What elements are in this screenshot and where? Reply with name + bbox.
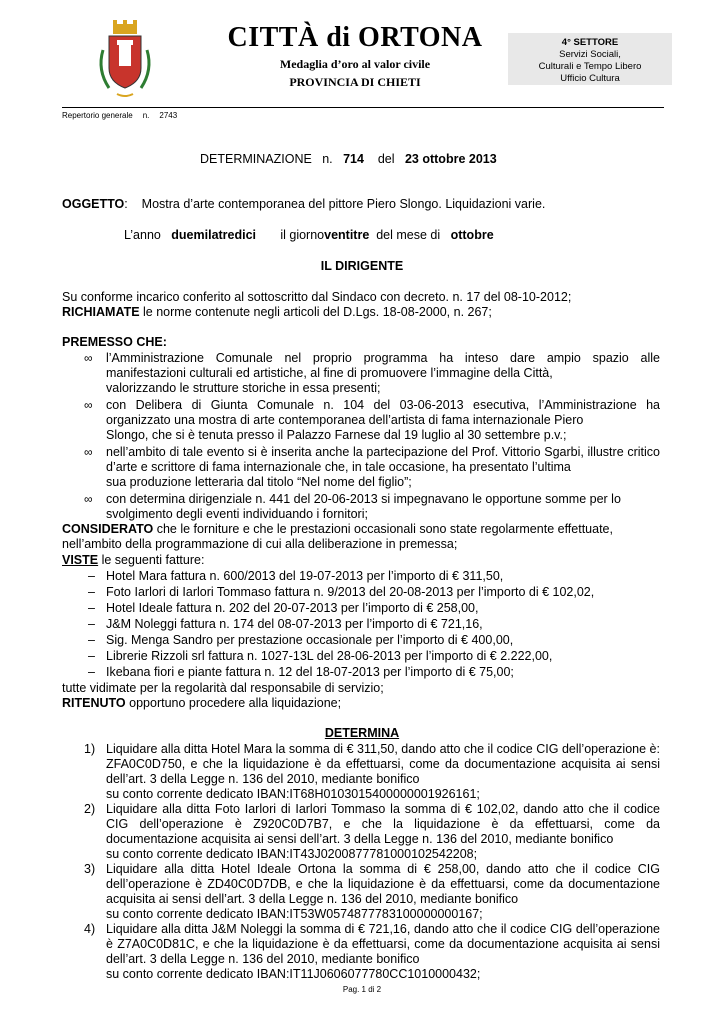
determinazione-label: DETERMINAZIONE <box>200 152 312 166</box>
dash-bullet: – <box>88 601 95 615</box>
sector-line: Servizi Sociali, <box>559 49 621 60</box>
fattura-item: Librerie Rizzoli srl fattura n. 1027-13L del 28-06-2013 per l’importo di € 2.222,00, <box>106 649 553 663</box>
determina-item: Liquidare alla ditta Hotel Ideale Ortona la somma di € 258,00, dando atto che il codice CIG dell’operazione è ZD40C0D7DB, e che la liquidazione è da effettuarsi, come da documentazione acquisita ai sensi dell’art. 3 della Legge n. 136 del 2010, mediante bonifico <box>106 862 660 906</box>
city-title: CITTÀ di ORTONA <box>227 22 483 53</box>
viste-line <box>62 553 204 568</box>
fattura-item: Ikebana fiori e piante fattura n. 12 del 18-07-2013 per l’importo di € 75,00; <box>106 665 514 679</box>
determina-number: 1) <box>84 742 96 756</box>
determina-item-end: su conto corrente dedicato IBAN:IT43J0200877781000102542208; <box>106 847 478 861</box>
ritenuto-label: RITENUTO <box>62 696 126 710</box>
richiamate-label: RICHIAMATE <box>62 305 140 319</box>
premesso-item: con Delibera di Giunta Comunale n. 104 del 03-06-2013 esecutiva, l’Amministrazione ha organizzato una mostra di arte contemporanea dell’artista di fama internazionale Piero <box>106 398 660 427</box>
repertorio-number: 2743 <box>159 111 178 120</box>
anno-year: duemilatredici <box>171 228 257 242</box>
conforme-text: Su conforme incarico conferito al sottoscritto dal Sindaco con decreto. n. 17 del 08-10-2012; <box>62 290 572 304</box>
sector-line: Ufficio Cultura <box>560 73 620 84</box>
determina-number: 3) <box>84 862 96 876</box>
premesso-item-end: valorizzando le strutture storiche in essa presenti; <box>106 381 381 395</box>
considerato-line2: nell’ambito della programmazione di cui alla deliberazione in premessa; <box>62 537 458 551</box>
premesso-item: l’Amministrazione Comunale nel proprio programma ha inteso dare ampio spazio alle manifestazioni culturali ed artistiche, al fine di promuovere l’immagine della Città, <box>106 351 660 380</box>
considerato-line <box>62 522 613 537</box>
oggetto-text: Mostra d’arte contemporanea del pittore Piero Slongo. Liquidazioni varie. <box>141 197 546 211</box>
anno-p2: il giorno <box>280 228 325 242</box>
city-crest-icon <box>95 20 155 100</box>
determinazione-date: 23 ottobre 2013 <box>404 152 497 166</box>
premesso-item-end: sua produzione letteraria dal titolo “Nel nome del figlio”; <box>106 475 412 489</box>
header-divider <box>62 107 664 108</box>
determina-number: 4) <box>84 922 96 936</box>
anno-p1: L’anno <box>124 228 161 242</box>
bullet-icon: ∞ <box>84 492 93 506</box>
fattura-item: Sig. Menga Sandro per prestazione occasionale per l’importo di € 400,00, <box>106 633 514 647</box>
determina-item: Liquidare alla ditta Foto Iarlori di Iarlori Tommaso la somma di € 102,02, dando atto che il codice CIG dell’operazione è Z920C0D7B7, e che la liquidazione è da effettuarsi, come da documentazione acquisita ai sensi dell’art. 3 della Legge n. 136 del 2010, mediante bonifico <box>106 802 660 846</box>
dash-bullet: – <box>88 617 95 631</box>
considerato-label: CONSIDERATO <box>62 522 154 536</box>
fattura-item: Foto Iarlori di Iarlori Tommaso fattura n. 9/2013 del 20-08-2013 per l’importo di € 102,02, <box>106 585 595 599</box>
fattura-item: Hotel Ideale fattura n. 202 del 20-07-2013 per l’importo di € 258,00, <box>106 601 479 615</box>
repertorio <box>62 111 187 121</box>
determina-number: 2) <box>84 802 96 816</box>
anno-day: ventitre <box>324 228 370 242</box>
dash-bullet: – <box>88 649 95 663</box>
determinazione-number: 714 <box>343 152 364 166</box>
page-number: Pag. 1 di 2 <box>342 985 382 994</box>
ritenuto-text: opportuno procedere alla liquidazione; <box>125 696 342 710</box>
oggetto-line <box>62 197 545 212</box>
anno-p3: del mese di <box>376 228 441 242</box>
bullet-icon: ∞ <box>84 398 93 412</box>
premesso-item: nell’ambito di tale evento si è inserita anche la partecipazione del Prof. Vittorio Sgarbi, illustre critico d’arte e scrittore di fama internazionale che, in tale occasione, ha presentato l’ultima <box>106 445 660 474</box>
oggetto-label: OGGETTO <box>62 197 125 211</box>
determinazione-line <box>200 152 497 167</box>
premesso-item-end: Slongo, che si è tenuta presso il Palazzo Farnese dal 19 luglio al 30 settembre p.v.; <box>106 428 567 442</box>
determina-heading: DETERMINA <box>324 726 400 740</box>
repertorio-label: Repertorio generale <box>62 111 133 120</box>
repertorio-n: n. <box>142 111 150 120</box>
il-dirigente-heading: IL DIRIGENTE <box>320 259 404 273</box>
sector-title: 4° SETTORE <box>561 37 619 48</box>
determinazione-n: n. <box>322 152 333 166</box>
oggetto-colon: : <box>124 197 128 211</box>
bullet-icon: ∞ <box>84 351 93 365</box>
viste-text: le seguenti fatture: <box>98 553 205 567</box>
sector-box <box>508 33 672 85</box>
determina-item-end: su conto corrente dedicato IBAN:IT68H0103015400000001926161; <box>106 787 480 801</box>
dash-bullet: – <box>88 665 95 679</box>
bullet-icon: ∞ <box>84 445 93 459</box>
medal-subtitle: Medaglia d’oro al valor civile <box>279 57 431 71</box>
determina-item-end: su conto corrente dedicato IBAN:IT11J0606077780CC1010000432; <box>106 967 481 981</box>
fattura-item: Hotel Mara fattura n. 600/2013 del 19-07-2013 per l’importo di € 311,50, <box>106 569 504 583</box>
anno-month: ottobre <box>450 228 494 242</box>
determina-item: Liquidare alla ditta Hotel Mara la somma di € 311,50, dando atto che il codice CIG dell’operazione è: ZFA0C0D750, e che la liquidazione è da effettuarsi, come da documentazione acquisita ai sensi dell’art. 3 della Legge n. 136 del 2010, mediante bonifico <box>106 742 660 786</box>
considerato-text: che le forniture e che le prestazioni occasionali sono state regolarmente effettuate, <box>153 522 613 536</box>
viste-label: VISTE <box>62 553 99 567</box>
province-subtitle: PROVINCIA DI CHIETI <box>289 75 421 89</box>
dash-bullet: – <box>88 569 95 583</box>
richiamate-line <box>62 305 492 320</box>
determina-item-end: su conto corrente dedicato IBAN:IT53W0574877783100000000167; <box>106 907 483 921</box>
anno-line <box>124 228 494 243</box>
sector-line: Culturali e Tempo Libero <box>538 61 642 72</box>
fattura-item: J&M Noleggi fattura n. 174 del 08-07-2013 per l’importo di € 721,16, <box>106 617 483 631</box>
ritenuto-line <box>62 696 341 711</box>
premesso-item-end: svolgimento degli eventi individuando i fornitori; <box>106 507 368 521</box>
determinazione-del: del <box>377 152 395 166</box>
vidimate-text: tutte vidimate per la regolarità dal responsabile di servizio; <box>62 681 384 695</box>
determina-item: Liquidare alla ditta J&M Noleggi la somma di € 721,16, dando atto che il codice CIG dell’operazione è Z7A0C0D81C, e che la liquidazione è da effettuarsi, come da documentazione acquisita ai sensi dell’art. 3 della Legge n. 136 del 2010, mediante bonifico <box>106 922 660 966</box>
dash-bullet: – <box>88 585 95 599</box>
richiamate-text: le norme contenute negli articoli del D.Lgs. 18-08-2000, n. 267; <box>139 305 492 319</box>
premesso-heading: PREMESSO CHE: <box>62 335 167 349</box>
dash-bullet: – <box>88 633 95 647</box>
premesso-item: con determina dirigenziale n. 441 del 20-06-2013 si impegnavano le opportune somme per lo <box>106 492 621 506</box>
